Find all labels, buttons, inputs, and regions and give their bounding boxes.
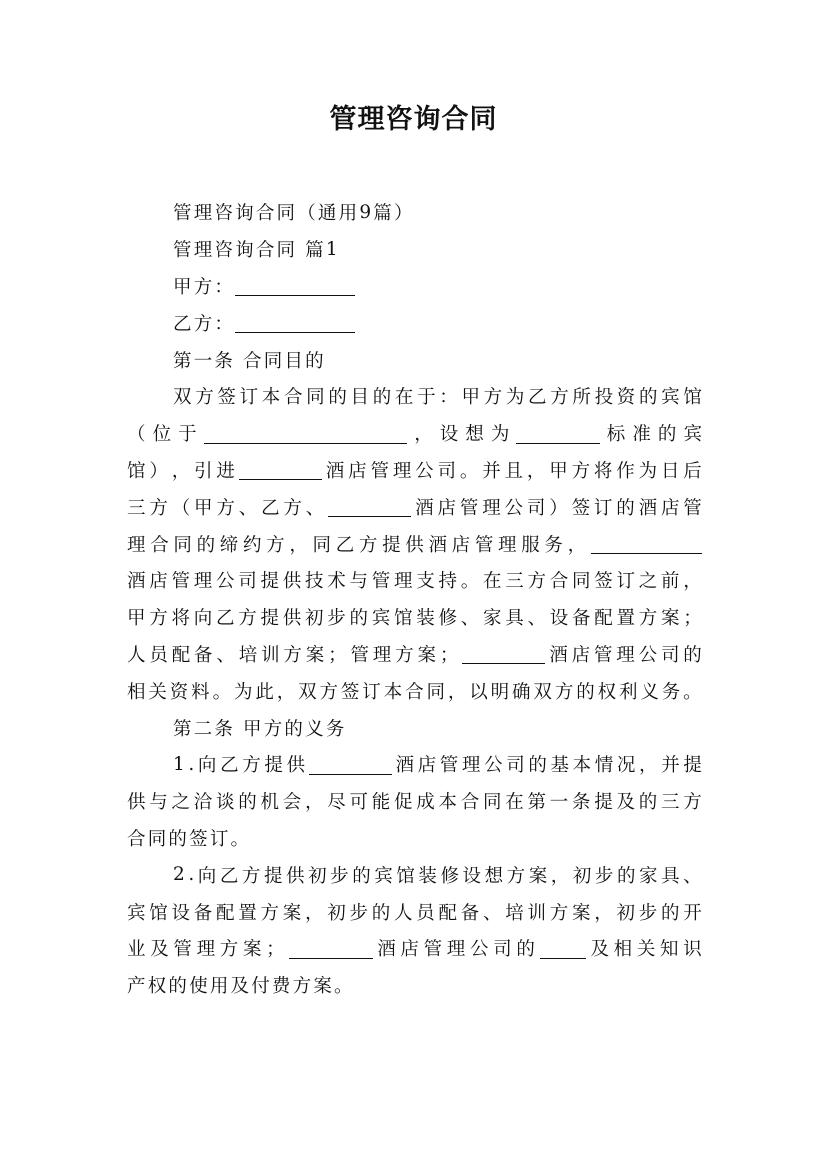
text-line: 管 理 咨 询 合 同 （ 通 用 9 篇 ） — [173, 201, 413, 225]
text-line: 1 . 向 乙 方 提 供 酒 店 管 理 公 司 的 基 本 情 况 ， 并 提 — [173, 753, 702, 777]
text-line: 甲 方 将 向 乙 方 提 供 初 步 的 宾 馆 装 修 、 家 具 、 设 备 配 置 方 案 ； — [127, 608, 702, 630]
text-line: 2 . 向 乙 方 提 供 初 步 的 宾 馆 装 修 设 想 方 案 ， 初 步 的 家 具 、 — [173, 864, 702, 887]
text-line: 第 一 条 合 同 目 的 — [173, 350, 324, 372]
document-title: 管理咨询合同 — [329, 104, 498, 135]
text-line: 相 关 资 料 。 为 此 ， 双 方 签 订 本 合 同 ， 以 明 确 双 方 的 权 利 义 务 。 — [127, 681, 702, 703]
text-line: 馆 ） ， 引 进 酒 店 管 理 公 司 。 并 且 ， 甲 方 将 作 为 日 后 — [127, 460, 702, 482]
text-line: 合 同 的 签 订 。 — [127, 828, 250, 850]
text-line: 宾 馆 设 备 配 置 方 案 ， 初 步 的 人 员 配 备 、 培 训 方 案 ， 初 步 的 开 — [127, 902, 702, 924]
fill-in-blank — [239, 461, 322, 480]
text-line: 甲 方 ： — [127, 268, 702, 305]
fill-in-blank — [309, 756, 392, 775]
text-line: 供 与 之 洽 谈 的 机 会 ， 尽 可 能 促 成 本 合 同 在 第 一 条 提 及 的 三 方 — [127, 792, 702, 814]
fill-in-blank — [204, 425, 408, 444]
fill-in-blank — [235, 277, 355, 296]
document-body — [127, 194, 702, 1004]
text-line: 酒 店 管 理 公 司 提 供 技 术 与 管 理 支 持 。 在 三 方 合 同 签 订 之 前 ， — [127, 571, 702, 593]
fill-in-blank — [289, 940, 372, 959]
text-line: 理 合 同 的 缔 约 方 ， 同 乙 方 提 供 酒 店 管 理 服 务 ， — [127, 525, 702, 562]
fill-in-blank — [235, 314, 355, 333]
text-line: 第 二 条 甲 方 的 义 务 — [173, 718, 345, 740]
fill-in-blank — [462, 645, 545, 664]
text-line: （ 位 于 ， 设 想 为 标 准 的 宾 — [127, 424, 702, 446]
text-line: 人 员 配 备 、 培 训 方 案 ； 管 理 方 案 ； 酒 店 管 理 公 司 的 — [127, 644, 702, 666]
text-line: 产 权 的 使 用 及 付 费 方 案 。 — [127, 976, 353, 998]
text-line: 双 方 签 订 本 合 同 的 目 的 在 于 ： 甲 方 为 乙 方 所 投 资 的 宾 馆 — [173, 387, 702, 409]
fill-in-blank — [540, 940, 586, 959]
text-line: 乙 方 ： — [127, 304, 702, 341]
fill-in-blank — [591, 535, 702, 554]
text-line: 管 理 咨 询 合 同 篇 1 — [173, 238, 338, 262]
fill-in-blank — [328, 498, 411, 517]
text-line: 业 及 管 理 方 案 ； 酒 店 管 理 公 司 的 及 相 关 知 识 — [127, 939, 702, 961]
text-line: 三 方 （ 甲 方 、 乙 方 、 酒 店 管 理 公 司 ） 签 订 的 酒 店 管 — [127, 497, 702, 519]
fill-in-blank — [516, 425, 599, 444]
